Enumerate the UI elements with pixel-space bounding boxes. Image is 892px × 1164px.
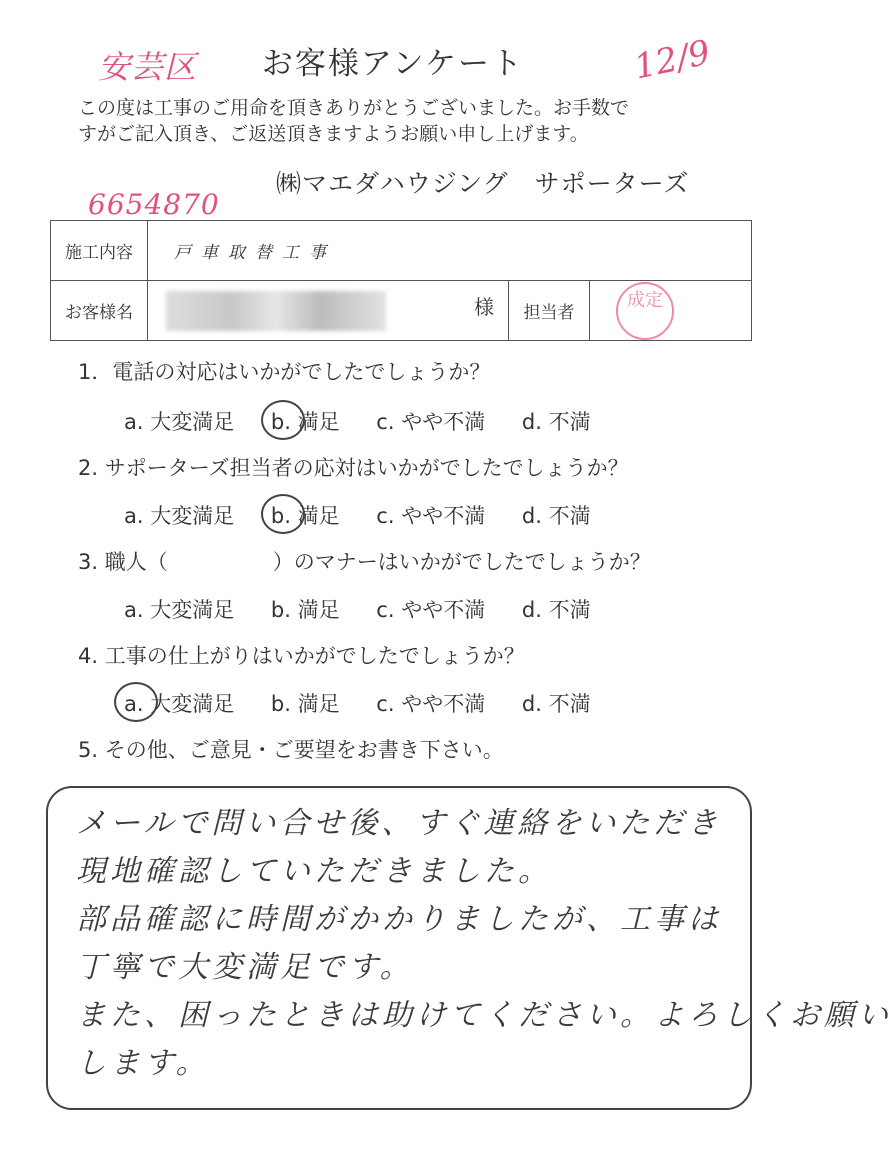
q1-option-c: c. やや不満 <box>376 410 486 434</box>
question-4: 4. 工事の仕上がりはいかがでしたでしょうか？ <box>78 644 525 668</box>
intro-text <box>78 95 758 147</box>
q4-option-b: b. 満足 <box>270 692 340 716</box>
intro-line-1: この度は工事のご用命を頂きありがとうございました。お手数で <box>78 97 630 119</box>
staff-cell <box>590 281 752 341</box>
q2-option-d: d. 不満 <box>521 504 591 528</box>
construction-label: 施工内容 <box>51 221 148 281</box>
selected-circle-mark <box>261 400 305 440</box>
question-5: 5. その他、ご意見・ご要望をお書き下さい。 <box>78 738 504 762</box>
handwritten-comment <box>76 800 892 1088</box>
q4-option-d: d. 不満 <box>521 692 591 716</box>
question-2: 2. サポーターズ担当者の応対はいかがでしたでしょうか？ <box>78 456 629 480</box>
q1-option-b <box>271 406 340 436</box>
q4-option-c: c. やや不満 <box>376 692 486 716</box>
staff-stamp: 成定 <box>616 282 674 340</box>
question-3-options <box>124 594 744 624</box>
comment-line-1: メールで問い合せ後、すぐ連絡をいただき <box>76 806 722 841</box>
comment-line-2: 現地確認していただきました。 <box>76 854 552 889</box>
honorific: 様 <box>474 294 494 319</box>
ward-handwritten: 安芸区 <box>98 48 198 86</box>
q2-option-a: a. 大変満足 <box>124 504 235 528</box>
question-2-options <box>124 500 744 530</box>
q2-option-b-label: b. 満足 <box>270 504 340 528</box>
comment-line-6: します。 <box>76 1046 210 1081</box>
q4-option-a <box>124 688 234 718</box>
q2-option-c: c. やや不満 <box>376 504 486 528</box>
q1-option-a: a. 大変満足 <box>124 410 235 434</box>
q1-option-b-label: b. 満足 <box>270 410 340 434</box>
customer-number-handwritten: 6654870 <box>88 188 220 221</box>
customer-label: お客様名 <box>51 281 148 341</box>
customer-name-cell <box>148 281 509 341</box>
q1-option-d: d. 不満 <box>521 410 591 434</box>
q2-option-b <box>271 500 340 530</box>
q4-option-a-label: a. 大変満足 <box>124 692 235 716</box>
construction-value: 戸車取替工事 <box>148 221 752 281</box>
question-1: 1．電話の対応はいかがでしたでしょうか？ <box>78 360 491 384</box>
intro-line-2: すがご記入頂き、ご返送頂きますようお願い申し上げます。 <box>78 123 589 145</box>
q3-option-c: c. やや不満 <box>376 598 486 622</box>
q3-option-a: a. 大変満足 <box>124 598 235 622</box>
company-name: ㈱マエダハウジング サポーターズ <box>276 169 690 198</box>
info-table <box>50 220 752 341</box>
question-1-options <box>124 406 744 436</box>
redacted-name <box>166 291 386 331</box>
page-title: お客様アンケート <box>261 46 525 82</box>
selected-circle-mark <box>114 682 158 722</box>
question-4-options <box>124 688 744 718</box>
question-3: 3. 職人（ ）のマナーはいかがでしたでしょうか？ <box>78 550 651 574</box>
staff-label: 担当者 <box>509 281 590 341</box>
comment-line-4: 丁寧で大変満足です。 <box>76 950 414 985</box>
comment-line-3: 部品確認に時間がかかりましたが、工事は <box>76 902 722 937</box>
date-handwritten: 12/9 <box>630 32 714 88</box>
q3-option-b: b. 満足 <box>270 598 340 622</box>
comment-line-5: また、困ったときは助けてください。よろしくお願い <box>76 998 892 1033</box>
selected-circle-mark <box>261 494 305 534</box>
q3-option-d: d. 不満 <box>521 598 591 622</box>
